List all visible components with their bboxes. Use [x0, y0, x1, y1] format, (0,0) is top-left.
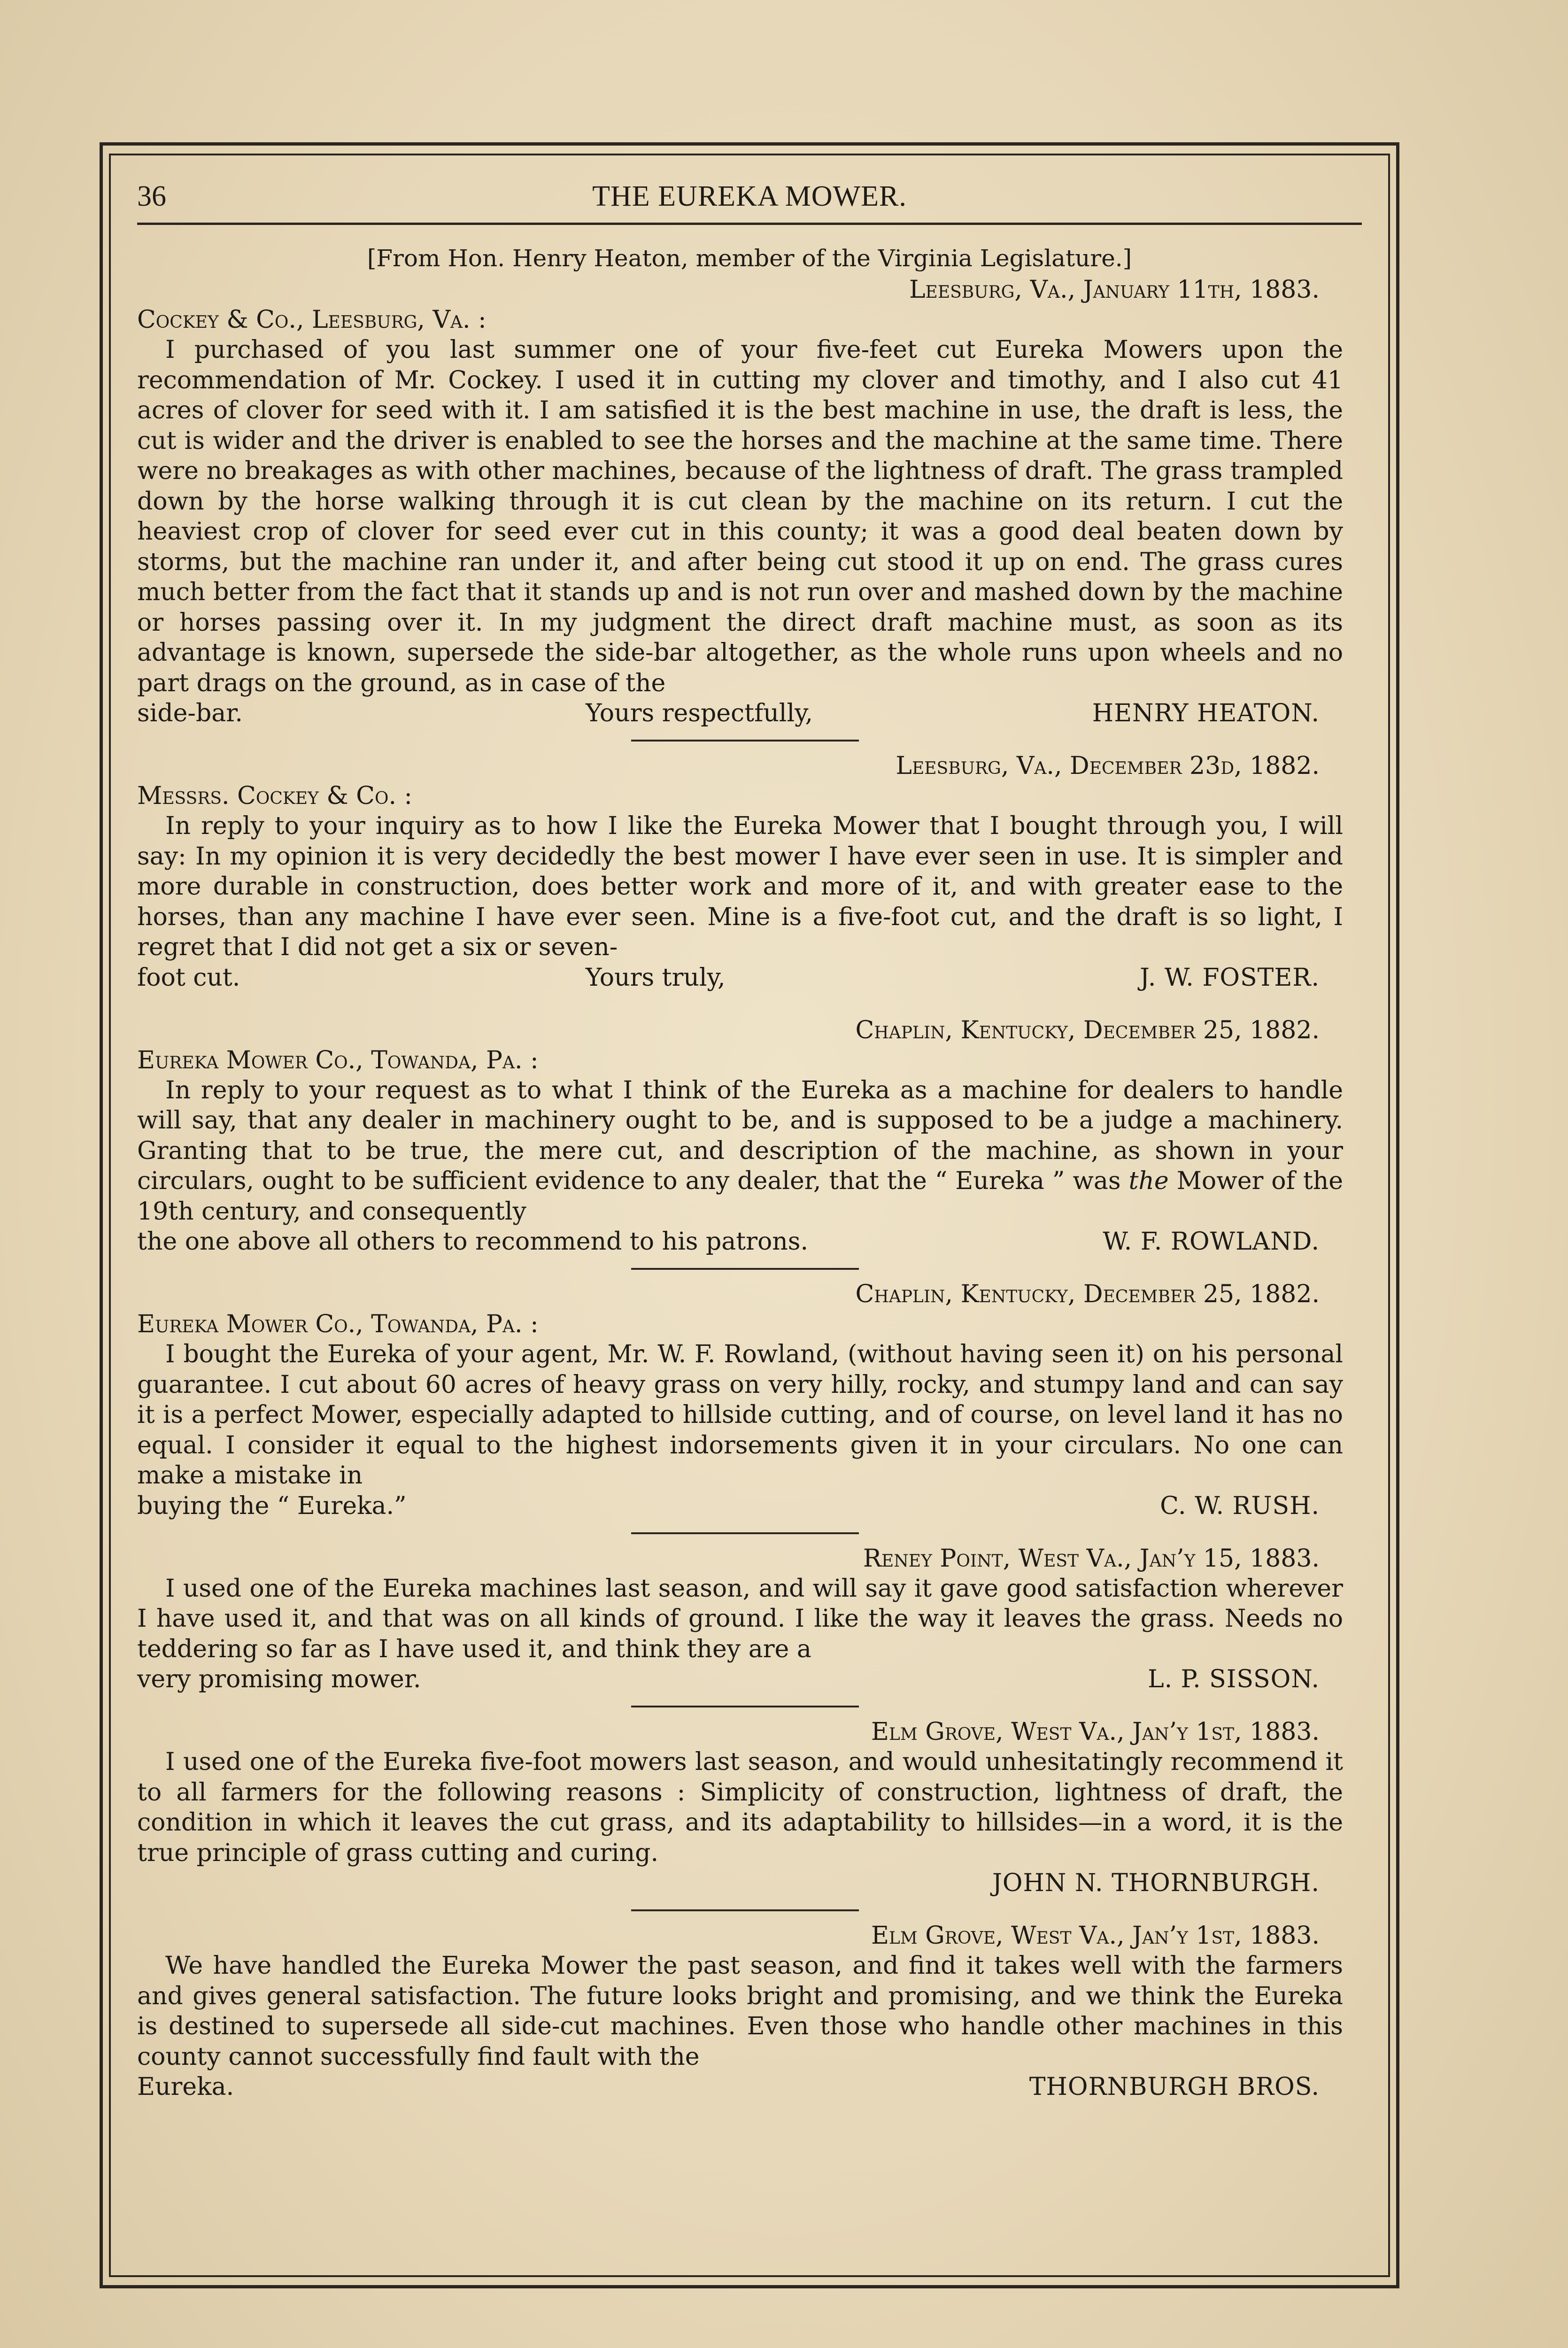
letter-body	[137, 1951, 1362, 2072]
signature-line	[137, 1664, 1362, 1694]
last-line: foot cut.	[137, 963, 240, 992]
letter-body-text-a: In reply to your request as to what I think of the Eureka as a machine for dealers to handle will say, that any dealer in machinery ought to be, and is supposed to be a judge a machinery. Granting that to be true, the mere cut, and description of the machine, as shown in your circulars, ought to be sufficient evidence to any dealer, that the “ Eureka ” was	[137, 1076, 1343, 1195]
header-rule	[137, 223, 1362, 225]
letter-john-thornburgh	[137, 1717, 1362, 1898]
salutation: Messrs. Cockey & Co. :	[137, 782, 413, 810]
last-line: Eureka.	[137, 2073, 234, 2101]
signature-line	[137, 1491, 1362, 1521]
separator-rule	[631, 1532, 859, 1534]
letter-body-text: I purchased of you last summer one of your five-feet cut Eureka Mowers upon the recommendation of Mr. Cockey. I used it in cutting my clover and timothy, and I also cut 41 acres of clover for seed with it. I am satisfied it is the best machine in use, the draft is less, the cut is wider and the driver is enabled to see the horses and the machine at the same time. There were no breakages as with other machines, because of the lightness of draft. The grass trampled down by the horse walking through it is cut clean by the machine on its return. I cut the heaviest crop of clover for seed ever cut in this county; it was a good deal beaten down by storms, but the machine ran under it, and after being cut stood it up on end. The grass cures much better from the fact that it stands up and is not run over and mashed down by the machine or horses passing over it. In my judgment the direct draft machine must, as soon as its advantage is known, supersede the side-bar altogether, as the whole runs upon wheels and no part drags on the ground, as in case of the	[137, 336, 1343, 697]
signature-line	[137, 698, 1362, 728]
signature: C. W. RUSH.	[1160, 1491, 1320, 1520]
signature-line	[137, 1227, 1362, 1257]
signature: THORNBURGH BROS.	[1029, 2073, 1320, 2101]
closing: Yours truly,	[586, 963, 726, 992]
dateline: Elm Grove, West Va., Jan’y 1st, 1883.	[871, 1922, 1320, 1950]
dateline: Leesburg, Va., January 11th, 1883.	[909, 276, 1320, 304]
signature-line	[137, 963, 1362, 993]
spacer	[137, 995, 1362, 1015]
separator-rule	[631, 1909, 859, 1911]
salutation: Cockey & Co., Leesburg, Va. :	[137, 306, 487, 334]
dateline: Elm Grove, West Va., Jan’y 1st, 1883.	[871, 1718, 1320, 1746]
letter-body-emphasis: the	[1128, 1167, 1169, 1195]
source-note: [From Hon. Henry Heaton, member of the Virginia Legislature.]	[367, 245, 1132, 272]
dateline: Reney Point, West Va., Jan’y 15, 1883.	[863, 1544, 1320, 1573]
letter-body	[137, 335, 1362, 698]
dateline: Leesburg, Va., December 23d, 1882.	[896, 752, 1320, 780]
letter-body	[137, 811, 1362, 963]
signature-line	[137, 2072, 1362, 2102]
letter-body	[137, 1747, 1362, 1868]
separator-rule	[631, 740, 859, 741]
last-line: buying the “ Eureka.”	[137, 1491, 407, 1520]
letter-body-text: I used one of the Eureka machines last season, and will say it gave good satisfaction wherever I have used it, and that was on all kinds of ground. I like the way it leaves the grass. Needs no teddering so far as I have used it, and think they are a	[137, 1574, 1343, 1663]
letter-thornburgh-bros	[137, 1921, 1362, 2102]
letter-body-text-b: Mower of the 19th century, and consequently	[137, 1167, 1343, 1226]
closing: Yours respectfully,	[586, 699, 813, 727]
letter-rowland	[137, 1015, 1362, 1257]
signature: W. F. ROWLAND.	[1103, 1228, 1320, 1256]
running-title: THE EUREKA MOWER.	[592, 180, 907, 212]
letter-foster	[137, 751, 1362, 993]
letter-sisson	[137, 1544, 1362, 1695]
signature: JOHN N. THORNBURGH.	[992, 1869, 1320, 1897]
letter-body-text: In reply to your inquiry as to how I like the Eureka Mower that I bought through you, I will say: In my opinion it is very decidedly the best mower I have ever seen in use. It is simpler and more durable in construction, does better work and more of it, and with greater ease to the horses, than any machine I have ever seen. Mine is a five-foot cut, and the draft is so light, I regret that I did not get a six or seven-	[137, 812, 1343, 961]
page-content	[137, 178, 1362, 2104]
salutation: Eureka Mower Co., Towanda, Pa. :	[137, 1046, 539, 1074]
letter-rush	[137, 1279, 1362, 1521]
salutation: Eureka Mower Co., Towanda, Pa. :	[137, 1310, 539, 1338]
last-line: the one above all others to recommend to his patrons.	[137, 1228, 809, 1256]
page-number: 36	[137, 180, 166, 212]
signature: HENRY HEATON.	[1092, 699, 1320, 727]
letter-body-text: We have handled the Eureka Mower the past season, and find it takes well with the farmers and gives general satisfaction. The future looks bright and promising, and we think the Eureka is destined to supersede all side-cut machines. Even those who handle other machines in this county cannot successfully find fault with the	[137, 1952, 1343, 2071]
dateline: Chaplin, Kentucky, December 25, 1882.	[855, 1280, 1320, 1308]
letter-body-text: I used one of the Eureka five-foot mowers last season, and would unhesitatingly recommend it to all farmers for the following reasons : Simplicity of construction, lightness of draft, the condition in which it leaves the cut grass, and its adaptability to hillsides—in a word, it is the true principle of grass cutting and curing.	[137, 1748, 1343, 1867]
dateline: Chaplin, Kentucky, December 25, 1882.	[855, 1016, 1320, 1044]
page-header	[137, 178, 1362, 215]
signature: L. P. SISSON.	[1148, 1665, 1320, 1693]
separator-rule	[631, 1706, 859, 1707]
letter-body-text: I bought the Eureka of your agent, Mr. W. F. Rowland, (without having seen it) on his personal guarantee. I cut about 60 acres of heavy grass on very hilly, rocky, and stumpy land and can say it is a perfect Mower, especially adapted to hillside cutting, and of course, on level land it has no equal. I consider it equal to the highest indorsements given it in your circulars. No one can make a mistake in	[137, 1340, 1343, 1490]
signature: J. W. FOSTER.	[1140, 963, 1320, 992]
last-line: side-bar.	[137, 699, 243, 727]
last-line: very promising mower.	[137, 1665, 421, 1693]
letter-body	[137, 1339, 1362, 1491]
letter-body	[137, 1075, 1362, 1227]
separator-rule	[631, 1268, 859, 1270]
letter-body	[137, 1574, 1362, 1665]
letter-heaton	[137, 244, 1362, 728]
